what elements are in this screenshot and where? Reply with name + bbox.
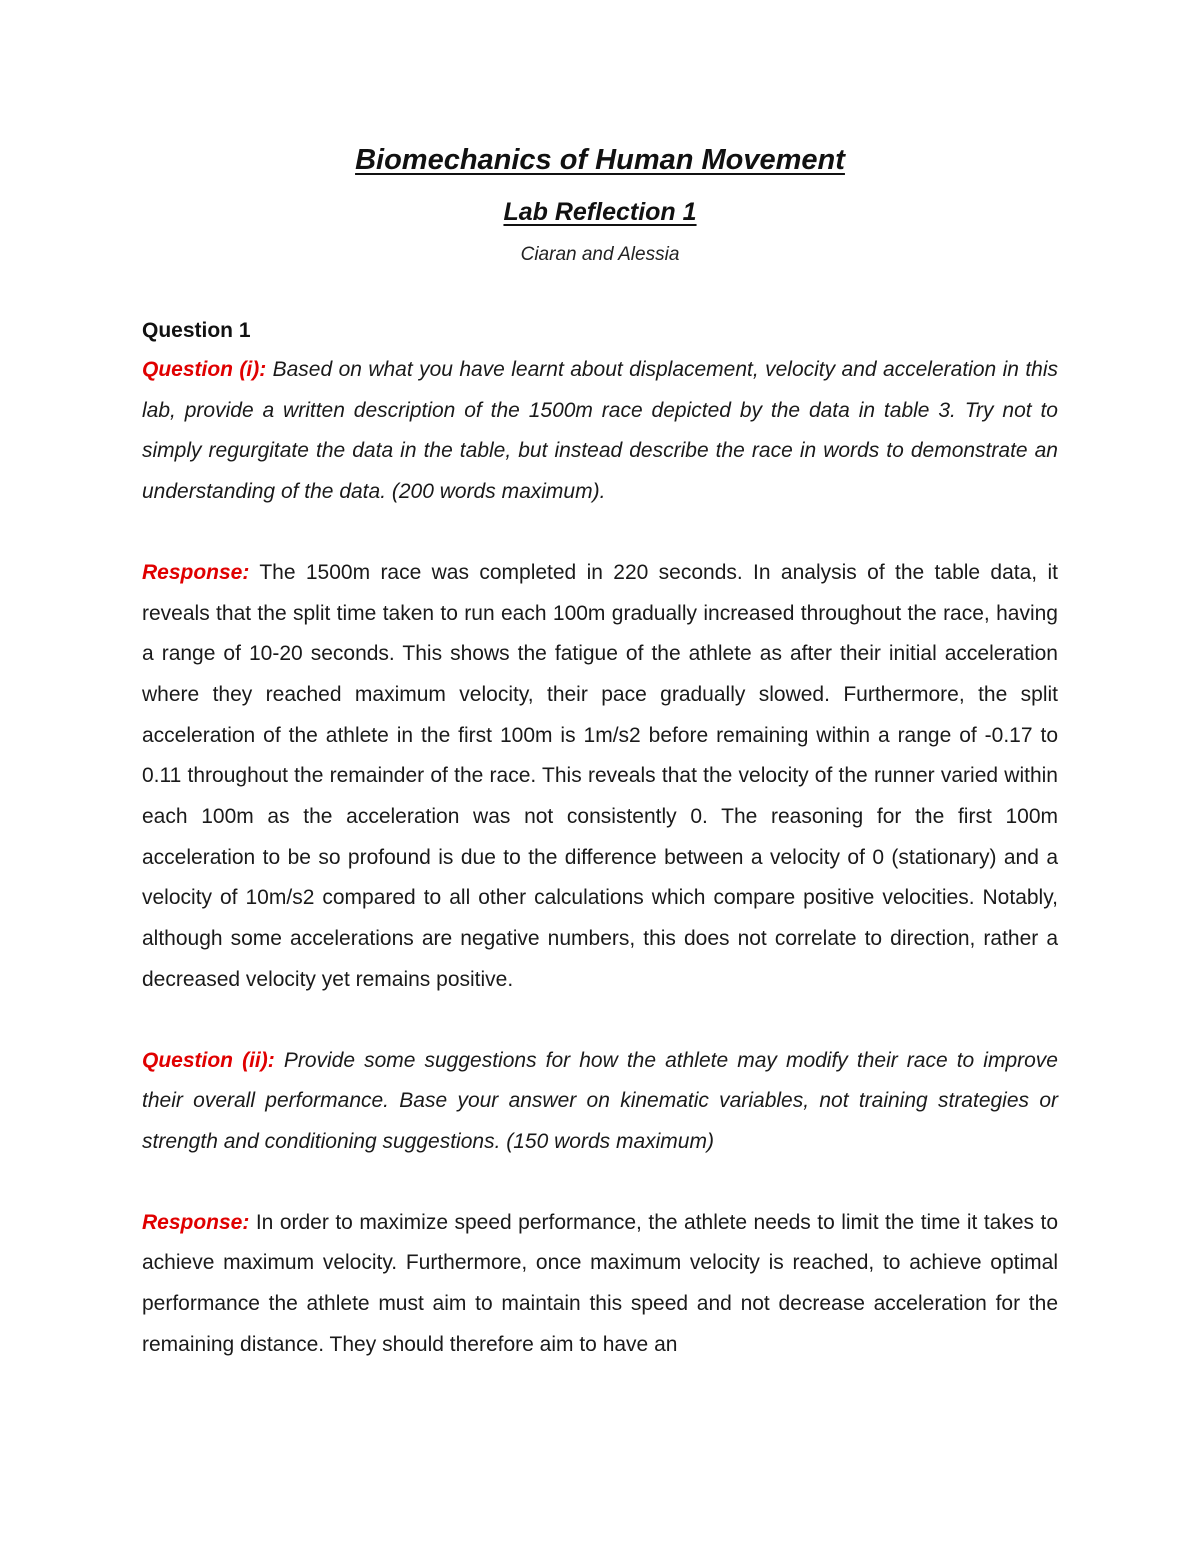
response-ii-label: Response:	[142, 1210, 250, 1234]
document-title: Biomechanics of Human Movement	[355, 144, 845, 176]
question-ii-text: Provide some suggestions for how the athlete may modify their race to improve their overall performance. Base your answer on kinematic variables, not training strategies or strength and conditioning suggestions. (150 words maximum)	[142, 1048, 1058, 1153]
response-i-paragraph	[142, 553, 1058, 1001]
question-i-label: Question (i):	[142, 358, 267, 381]
document-authors: Ciaran and Alessia	[520, 244, 680, 265]
document-subtitle: Lab Reflection 1	[503, 198, 697, 226]
question-i-text: Based on what you have learnt about displacement, velocity and acceleration in this lab, provide a written description of the 1500m race depicted by the data in table 3. Try not to simply regurgitate the data in the table, but instead describe the race in words to demonstrate an understanding of the data. (200 words maximum).	[142, 358, 1059, 504]
response-i-label: Response:	[142, 560, 250, 584]
question-i-paragraph	[142, 350, 1058, 513]
section-heading: Question 1	[142, 319, 251, 342]
document-body	[142, 140, 1058, 1365]
response-ii-text: In order to maximize speed performance, the athlete needs to limit the time it takes to achieve maximum velocity. Furthermore, once maximum velocity is reached, to achieve optimal performance the athlete must aim to maintain this speed and not decrease acceleration for the remaining distance. They should therefore aim to have an	[142, 1210, 1058, 1356]
response-i-text: The 1500m race was completed in 220 seconds. In analysis of the table data, it reveals that the split time taken to run each 100m gradually increased throughout the race, having a range of 10-20 seconds. This shows the fatigue of the athlete as after their initial acceleration where they reached maximum velocity, their pace gradually slowed. Furthermore, the split acceleration of the athlete in the first 100m is 1m/s2 before remaining within a range of -0.17 to 0.11 throughout the remainder of the race. This reveals that the velocity of the runner varied within each 100m as the acceleration was not consistently 0. The reasoning for the first 100m acceleration to be so profound is due to the difference between a velocity of 0 (stationary) and a velocity of 10m/s2 compared to all other calculations which compare positive velocities. Notably, although some accelerations are negative numbers, this does not correlate to direction, rather a decreased velocity yet remains positive.	[142, 560, 1058, 991]
question-ii-paragraph	[142, 1041, 1058, 1163]
question-ii-label: Question (ii):	[142, 1048, 275, 1072]
response-ii-paragraph	[142, 1203, 1058, 1366]
